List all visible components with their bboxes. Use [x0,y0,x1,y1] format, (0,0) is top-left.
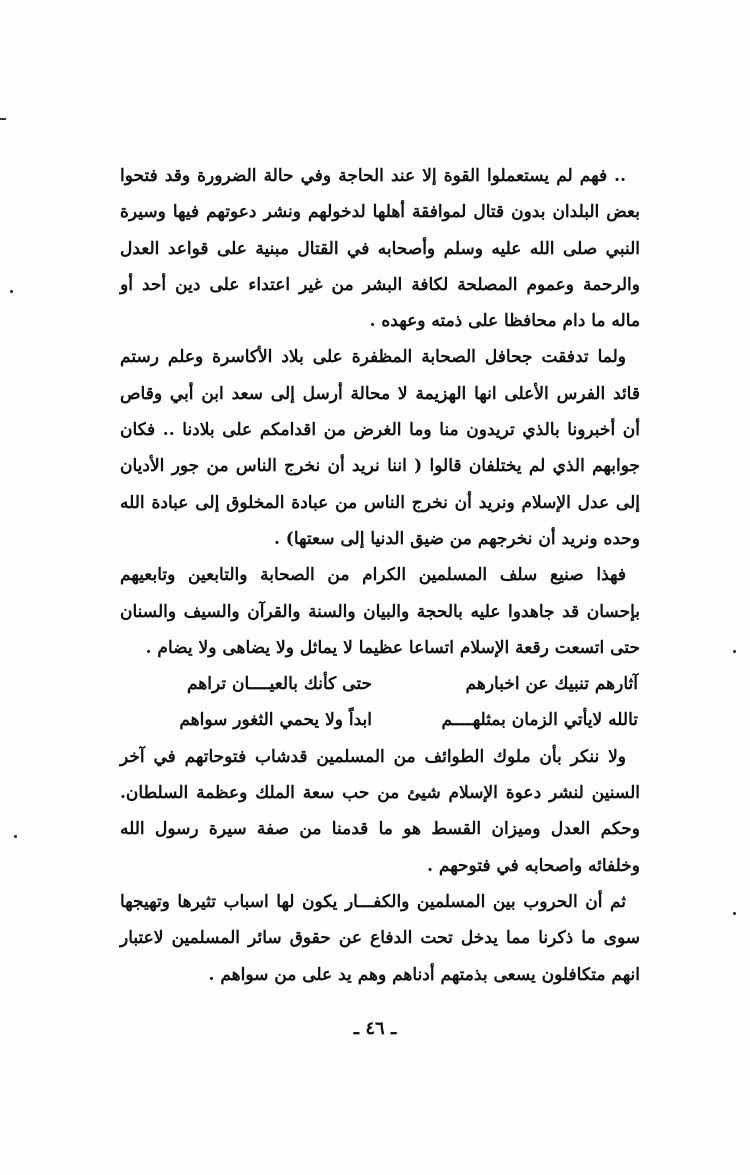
margin-mark [0,118,6,120]
verse-first-hemistich: تالله لايأتي الزمان بمثلهــــم [441,710,638,731]
paragraph: .. فهم لم يستعملوا القوة إلا عند الحاجة وفي حالة الضرورة وقد فتحوا بعض البلدان بدون قتال لموافقة أهلها لدخولهم ونشر دعوتهم فيها وسيرة النبي صلى الله عليه وسلم وأصحابه في القتال مبنية على قواعد العدل والرحمة وعموم المصلحة لكافة البشر من غير اعتداء على دين أحد أو ماله ما دام محافظا على ذمته وعهده . [120,166,640,332]
margin-mark [733,912,736,915]
poem-verse [120,666,640,702]
verse-second-hemistich: ابداً ولا يحمي الثغور سواهم [179,710,372,731]
verse-first-hemistich: آثارهم تنبيك عن اخبارهم [465,674,638,695]
paragraph: فهذا صنيع سلف المسلمين الكرام من الصحابة والتابعين وتابعيهم بإحسان قد جاهدوا عليه بالحجة والبيان والسنة والقرآن والسيف والسنان حتى اتسعت رقعة الإسلام اتساعا عظيما لا يماثل ولا يضاهى ولا يضام . [120,565,640,658]
paragraph: ولما تدفقت جحافل الصحابة المظفرة على بلاد الأكاسرة وعلم رستم قائد الفرس الأعلى انها الهزيمة لا محالة أرسل إلى سعد ابن أبي وقاص أن أخبرونا بالذي تريدون منا وما الغرض من اقدامكم على بلادنا .. فكان جوابهم الذي لم يختلفان قالوا ( اننا نريد أن نخرج الناس من جور الأديان إلى عدل الإسلام ونريد أن نخرج الناس من عبادة المخلوق إلى عبادة الله وحده ونريد أن نخرجهم من ضيق الدنيا إلى سعتها) . [120,347,640,549]
verse-second-hemistich: حتى كأنك بالعيــــان تراهم [186,674,372,695]
body-text [120,158,640,993]
poem-verse [120,702,640,738]
page-number: ـ ٤٦ ـ [353,1018,397,1039]
margin-mark [10,290,13,293]
paragraph: ولا ننكر بأن ملوك الطوائف من المسلمين قدشاب فتوحاتهم في آخر السنين لنشر دعوة الإسلام شيئ من حب سعة الملك وعظمة السلطان. وحكم العدل وميزان القسط هو ما قدمنا من صفة سيرة رسول الله وخلفائه واصحابه في فتوحهم . [120,746,640,876]
margin-mark [14,835,17,838]
margin-mark [733,650,736,653]
paragraph: ثم أن الحروب بين المسلمين والكفـــار يكون لها اسباب تثيرها وتهيجها سوى ما ذكرنا مما يدخل تحت الدفاع عن حقوق سائر المسلمين لاعتبار انهم متكافلون يسعى بذمتهم أدناهم وهم يد على من سواهم . [120,891,640,985]
